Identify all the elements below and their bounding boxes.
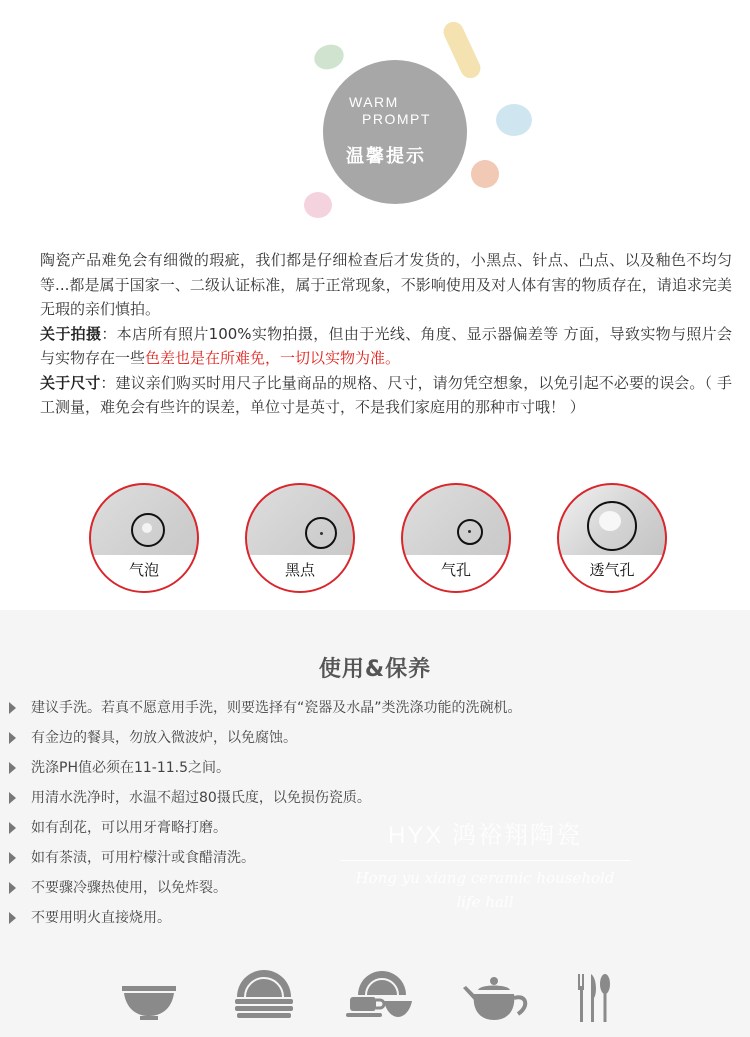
care-item-text: 洗涤PH值必须在11-11.5之间。 [31,760,231,776]
photo-notice [40,322,732,371]
defect-label: 透气孔 [559,555,665,591]
list-item [8,848,522,878]
list-item [8,698,522,728]
teapot-icon [460,972,532,1024]
list-item [8,908,522,938]
prompt-line: PROMPT [362,111,431,127]
warm-line: WARM [349,94,399,110]
defect-label: 黑点 [247,555,353,591]
bowl-icon [120,980,178,1022]
orange-paint-blob [471,160,499,188]
triangle-bullet-icon [9,822,16,834]
prompt-circle [323,60,467,204]
size-label: 关于尺寸 [40,373,101,392]
watermark-slogan-2: life hall [456,893,514,911]
triangle-bullet-icon [9,762,16,774]
size-notice [40,371,732,420]
pink-paint-blob [304,192,332,218]
warm-prompt-text [349,94,431,128]
triangle-bullet-icon [9,732,16,744]
care-item-text: 建议手洗。若真不愿意用手洗，则要选择有“瓷器及水晶”类洗涤功能的洗碗机。 [31,700,522,716]
care-item-text: 不要骤冷骤热使用，以免炸裂。 [31,880,227,896]
triangle-bullet-icon [9,852,16,864]
list-item [8,818,522,848]
blue-paint-blob [496,104,532,136]
triangle-bullet-icon [9,912,16,924]
notice-text-block [40,248,732,420]
care-title: 使用&保养 [318,657,432,682]
watermark-slogan: Hong yu xiang ceramic household [340,860,630,887]
warm-prompt-banner [0,0,750,240]
pore-dot [468,530,471,533]
care-item-text: 有金边的餐具，勿放入微波炉，以免腐蚀。 [31,730,297,746]
defect-label: 气孔 [403,555,509,591]
stacked-plates-icon [233,965,295,1023]
notice-paragraph: 陶瓷产品难免会有细微的瑕疵，我们都是仔细检查后才发货的，小黑点、针点、凸点、以及釉色不均匀等...都是属于国家一、二级认证标准，属于正常现象，不影响使用及对人体有害的物质存在，请追求完美无瑕的亲们慎拍。 [40,251,732,318]
prompt-title-cn: 温馨提示 [346,146,426,167]
defect-pore [401,483,511,593]
green-paint-blob [311,41,347,74]
cup-and-plate-icon [344,965,414,1023]
care-list [8,698,522,938]
watermark-brand: HYX 鸿裕翔陶瓷 [387,822,582,849]
care-item-text: 如有刮花，可以用牙膏略打磨。 [31,820,227,836]
black-dot [320,532,323,535]
care-item-text: 如有茶渍，可用柠檬汁或食醋清洗。 [31,850,255,866]
defect-bubble [89,483,199,593]
photo-red-text: 色差也是在所难免，一切以实物为准。 [145,349,401,367]
list-item [8,728,522,758]
usage-care-section [0,610,750,1037]
yellow-paint-blob [440,19,483,82]
photo-text: ：本店所有照片100%实物拍摄，但由于光线、角度、显示器偏差等 方面，导致实物与照片会与实物存在一些 [40,324,732,367]
list-item [8,758,522,788]
care-item-text: 用清水洗净时，水温不超过80摄氏度，以免损伤瓷质。 [31,790,371,806]
triangle-bullet-icon [9,792,16,804]
size-text: ：建议亲们购买时用尺子比量商品的规格、尺寸，请勿凭空想象，以免引起不必要的误会。（ 手工测量，难免会有些许的误差，单位寸是英寸，不是我们家庭用的那种市寸哦！ ） [40,373,732,416]
defect-label: 气泡 [91,555,197,591]
triangle-bullet-icon [9,882,16,894]
vent-highlight [599,511,621,531]
cutlery-icon [574,972,614,1026]
care-item-text: 不要用明火直接烧用。 [31,910,171,926]
triangle-bullet-icon [9,702,16,714]
defect-black-dot [245,483,355,593]
photo-label: 关于拍摄 [40,324,102,343]
list-item [8,788,522,818]
list-item [8,878,522,908]
bubble-highlight [142,523,152,533]
defect-vent-hole [557,483,667,593]
